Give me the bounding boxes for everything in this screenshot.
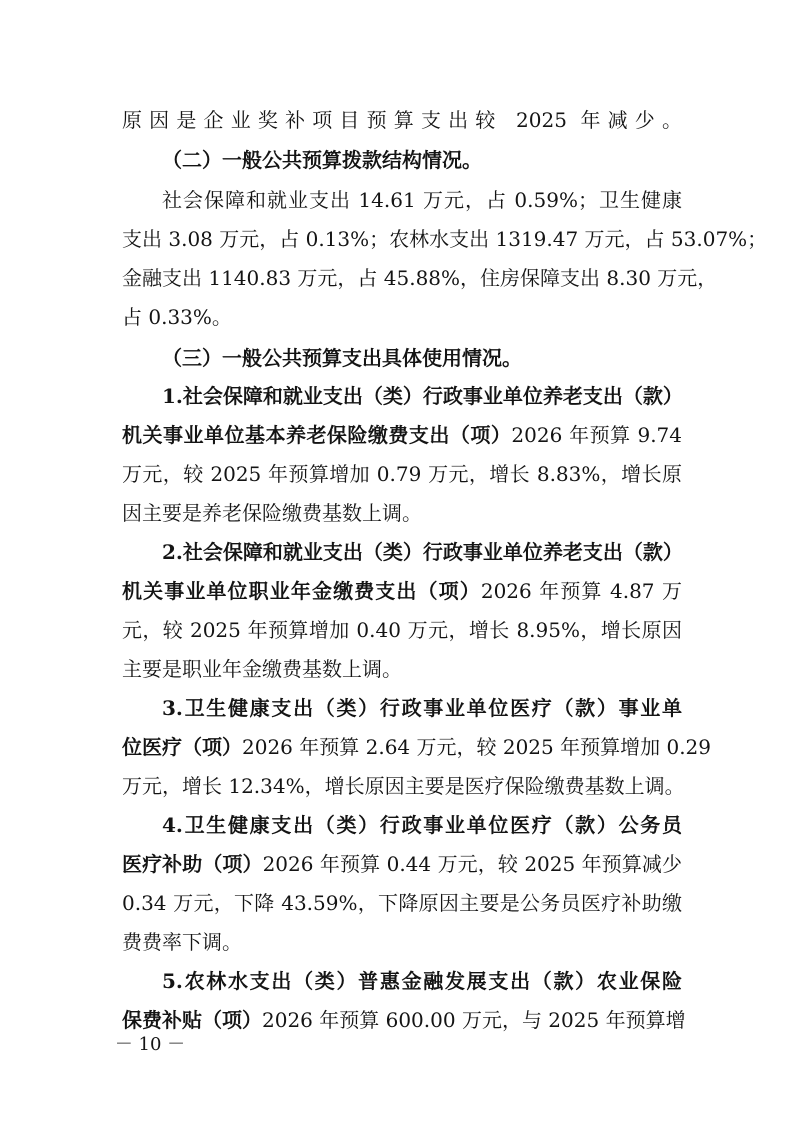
paragraph-line: 费费率下调。	[122, 930, 242, 954]
item-1-heading: 1.社会保障和就业支出（类）行政事业单位养老支出（款）	[162, 384, 683, 408]
page-number: － 10 －	[114, 1034, 186, 1055]
section-heading-3: （三）一般公共预算支出具体使用情况。	[162, 346, 522, 370]
paragraph-line: 占 0.33%。	[122, 305, 232, 329]
paragraph-line: 元，较 2025 年预算增加 0.40 万元，增长 8.95%，增长原因	[122, 618, 682, 642]
paragraph-line: 主要是职业年金缴费基数上调。	[122, 657, 402, 681]
paragraph-line	[122, 415, 682, 455]
paragraph-line: 原因是企业奖补项目预算支出较 2025 年减少。	[122, 108, 682, 132]
paragraph-line: 0.34 万元，下降 43.59%，下降原因主要是公务员医疗补助缴	[122, 891, 682, 915]
paragraph-line: 支出 3.08 万元，占 0.13%；农林水支出 1319.47 万元，占 53.07%；	[122, 227, 768, 251]
item-3-heading: 3.卫生健康支出（类）行政事业单位医疗（款）事业单	[162, 696, 682, 720]
paragraph-line: 万元，增长 12.34%，增长原因主要是医疗保险缴费基数上调。	[122, 774, 685, 798]
paragraph-line: 万元，较 2025 年预算增加 0.79 万元，增长 8.83%，增长原	[122, 462, 682, 486]
paragraph-line	[122, 571, 682, 611]
section-heading-2: （二）一般公共预算拨款结构情况。	[162, 148, 482, 172]
paragraph-line: 因主要是养老保险缴费基数上调。	[122, 501, 422, 525]
item-2-heading: 2.社会保障和就业支出（类）行政事业单位养老支出（款）	[162, 540, 683, 564]
item-4-text: 2026 年预算 0.44 万元，较 2025 年预算减少	[262, 852, 682, 876]
item-5-heading: 5.农林水支出（类）普惠金融发展支出（款）农业保险	[162, 969, 682, 993]
item-2-text: 2026 年预算 4.87 万	[480, 579, 682, 603]
item-4-heading: 4.卫生健康支出（类）行政事业单位医疗（款）公务员	[162, 813, 682, 837]
item-5-subitem: 保费补贴（项）	[122, 1008, 262, 1032]
item-5-text: 2026 年预算 600.00 万元，与 2025 年预算增	[262, 1008, 686, 1032]
item-4-subitem: 医疗补助（项）	[122, 852, 263, 876]
item-3-subitem: 位医疗（项）	[122, 735, 242, 759]
paragraph-line: 金融支出 1140.83 万元，占 45.88%，住房保障支出 8.30 万元，	[122, 266, 718, 290]
paragraph-line	[122, 727, 712, 767]
item-2-subitem: 机关事业单位职业年金缴费支出（项）	[122, 579, 481, 603]
item-1-subitem: 机关事业单位基本养老保险缴费支出（项）	[122, 423, 512, 447]
paragraph-line	[122, 844, 682, 884]
paragraph-line: 社会保障和就业支出 14.61 万元，占 0.59%；卫生健康	[162, 188, 682, 212]
item-1-text: 2026 年预算 9.74	[511, 423, 683, 447]
item-3-text: 2026 年预算 2.64 万元，较 2025 年预算增加 0.29	[242, 735, 712, 759]
